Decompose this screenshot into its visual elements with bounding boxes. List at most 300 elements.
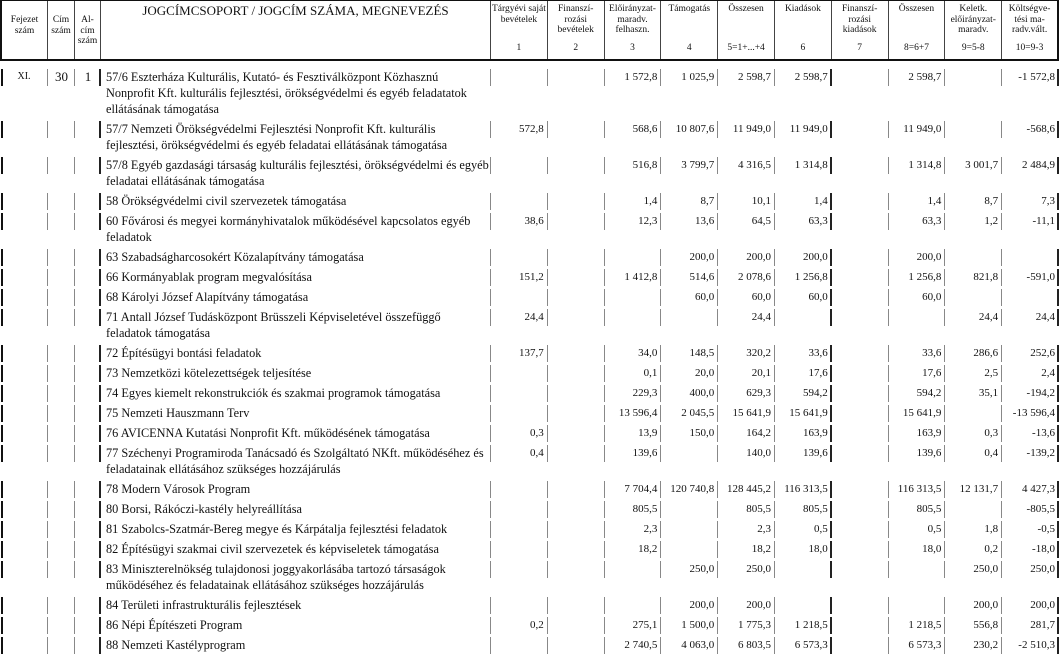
header-col-number: 5=1+...+4 bbox=[727, 42, 765, 53]
header-col-number: 6 bbox=[800, 42, 806, 53]
value-cell-col-7 bbox=[832, 519, 889, 539]
value-cell-col-1: 137,7 bbox=[491, 343, 548, 363]
value-cell-col-8: 6 573,3 bbox=[889, 635, 946, 655]
value-cell-col-1 bbox=[491, 559, 548, 595]
cim-cell bbox=[48, 635, 75, 655]
alcim-cell bbox=[75, 363, 101, 383]
value-cell-col-5: 4 316,5 bbox=[718, 155, 775, 191]
value-cell-col-2 bbox=[548, 155, 605, 191]
cim-cell bbox=[48, 403, 75, 423]
alcim-cell bbox=[75, 343, 101, 363]
value-cell-col-8: 1 314,8 bbox=[889, 155, 946, 191]
cim-cell bbox=[48, 307, 75, 343]
table-row bbox=[0, 119, 1059, 155]
jogcim-name: 86 Népi Építészeti Program bbox=[101, 615, 491, 635]
alcim-cell bbox=[75, 119, 101, 155]
header-col-3 bbox=[605, 1, 662, 59]
value-cell-col-9: 0,2 bbox=[945, 539, 1002, 559]
value-cell-col-5: 2,3 bbox=[718, 519, 775, 539]
value-cell-col-10 bbox=[1002, 287, 1059, 307]
value-cell-col-8: 18,0 bbox=[889, 539, 946, 559]
value-cell-col-2 bbox=[548, 499, 605, 519]
table-row bbox=[0, 307, 1059, 343]
value-cell-col-1 bbox=[491, 191, 548, 211]
value-cell-col-1 bbox=[491, 383, 548, 403]
value-cell-col-7 bbox=[832, 499, 889, 519]
value-cell-col-6: 15 641,9 bbox=[775, 403, 832, 423]
header-col-8 bbox=[889, 1, 946, 59]
value-cell-col-4: 250,0 bbox=[661, 559, 718, 595]
jogcim-name: 66 Kormányablak program megvalósítása bbox=[101, 267, 491, 287]
value-cell-col-3 bbox=[605, 595, 662, 615]
value-cell-col-5: 140,0 bbox=[718, 443, 775, 479]
value-cell-col-2 bbox=[548, 559, 605, 595]
header-alcim: Al-cím szám bbox=[75, 1, 101, 59]
cim-cell bbox=[48, 343, 75, 363]
header-col-label: Előirányzat-maradv. felhaszn. bbox=[609, 4, 656, 35]
alcim-cell bbox=[75, 423, 101, 443]
table-row bbox=[0, 211, 1059, 247]
value-cell-col-9: 200,0 bbox=[945, 595, 1002, 615]
value-cell-col-6: 60,0 bbox=[775, 287, 832, 307]
table-row bbox=[0, 519, 1059, 539]
value-cell-col-6: 1 218,5 bbox=[775, 615, 832, 635]
value-cell-col-4: 148,5 bbox=[661, 343, 718, 363]
header-col-4 bbox=[661, 1, 718, 59]
value-cell-col-1 bbox=[491, 595, 548, 615]
value-cell-col-1 bbox=[491, 287, 548, 307]
value-cell-col-6: 594,2 bbox=[775, 383, 832, 403]
cim-cell bbox=[48, 363, 75, 383]
value-cell-col-9 bbox=[945, 247, 1002, 267]
value-cell-col-7 bbox=[832, 211, 889, 247]
value-cell-col-8: 2 598,7 bbox=[889, 67, 946, 119]
value-cell-col-10: 4 427,3 bbox=[1002, 479, 1059, 499]
cim-cell bbox=[48, 383, 75, 403]
value-cell-col-2 bbox=[548, 383, 605, 403]
header-col-label: Keletk. előirányzat-maradv. bbox=[950, 4, 996, 35]
value-cell-col-8: 15 641,9 bbox=[889, 403, 946, 423]
value-cell-col-4: 20,0 bbox=[661, 363, 718, 383]
header-col-label: Költségve-tési ma-radv.vált. bbox=[1008, 4, 1051, 35]
value-cell-col-6: 2 598,7 bbox=[775, 67, 832, 119]
cim-cell: 30 bbox=[48, 67, 75, 119]
value-cell-col-8: 1,4 bbox=[889, 191, 946, 211]
jogcim-name: 72 Építésügyi bontási feladatok bbox=[101, 343, 491, 363]
value-cell-col-1: 151,2 bbox=[491, 267, 548, 287]
jogcim-name: 57/7 Nemzeti Örökségvédelmi Fejlesztési Nonprofit Kft. kulturális fejlesztési, örökségvédelmi és egyéb feladatai ellátásának támogatása bbox=[101, 119, 491, 155]
header-col-number: 10=9-3 bbox=[1015, 42, 1044, 53]
fejezet-cell bbox=[0, 363, 48, 383]
header-col-6 bbox=[775, 1, 832, 59]
value-cell-col-3: 2,3 bbox=[605, 519, 662, 539]
table-row bbox=[0, 363, 1059, 383]
value-cell-col-10: 200,0 bbox=[1002, 595, 1059, 615]
value-cell-col-4 bbox=[661, 539, 718, 559]
value-cell-col-10: -1 572,8 bbox=[1002, 67, 1059, 119]
value-cell-col-1: 0,2 bbox=[491, 615, 548, 635]
cim-cell bbox=[48, 519, 75, 539]
header-col-7 bbox=[832, 1, 889, 59]
value-cell-col-3 bbox=[605, 287, 662, 307]
header-col-10 bbox=[1002, 1, 1059, 59]
fejezet-cell bbox=[0, 343, 48, 363]
alcim-cell bbox=[75, 155, 101, 191]
table-row bbox=[0, 343, 1059, 363]
fejezet-cell bbox=[0, 635, 48, 655]
value-cell-col-10: -568,6 bbox=[1002, 119, 1059, 155]
jogcim-name: 58 Örökségvédelmi civil szervezetek támogatása bbox=[101, 191, 491, 211]
fejezet-cell bbox=[0, 155, 48, 191]
value-cell-col-3 bbox=[605, 247, 662, 267]
fejezet-cell bbox=[0, 287, 48, 307]
value-cell-col-4: 4 063,0 bbox=[661, 635, 718, 655]
value-cell-col-7 bbox=[832, 539, 889, 559]
value-cell-col-7 bbox=[832, 615, 889, 635]
value-cell-col-2 bbox=[548, 67, 605, 119]
cim-cell bbox=[48, 191, 75, 211]
cim-cell bbox=[48, 211, 75, 247]
value-cell-col-9: 0,3 bbox=[945, 423, 1002, 443]
value-cell-col-7 bbox=[832, 443, 889, 479]
header-title: JOGCÍMCSOPORT / JOGCÍM SZÁMA, MEGNEVEZÉS bbox=[101, 1, 491, 59]
jogcim-name: 80 Borsi, Rákóczi-kastély helyreállítása bbox=[101, 499, 491, 519]
value-cell-col-3: 516,8 bbox=[605, 155, 662, 191]
value-cell-col-8: 33,6 bbox=[889, 343, 946, 363]
fejezet-cell bbox=[0, 499, 48, 519]
value-cell-col-7 bbox=[832, 383, 889, 403]
value-cell-col-3 bbox=[605, 559, 662, 595]
value-cell-col-10: -591,0 bbox=[1002, 267, 1059, 287]
jogcim-name: 82 Építésügyi szakmai civil szervezetek és képviseletek támogatása bbox=[101, 539, 491, 559]
fejezet-cell bbox=[0, 615, 48, 635]
value-cell-col-2 bbox=[548, 539, 605, 559]
value-cell-col-8 bbox=[889, 559, 946, 595]
value-cell-col-9: 821,8 bbox=[945, 267, 1002, 287]
value-cell-col-5: 1 775,3 bbox=[718, 615, 775, 635]
value-cell-col-5: 11 949,0 bbox=[718, 119, 775, 155]
jogcim-name: 76 AVICENNA Kutatási Nonprofit Kft. működésének támogatása bbox=[101, 423, 491, 443]
cim-cell bbox=[48, 267, 75, 287]
value-cell-col-7 bbox=[832, 635, 889, 655]
value-cell-col-2 bbox=[548, 211, 605, 247]
value-cell-col-9 bbox=[945, 119, 1002, 155]
value-cell-col-8 bbox=[889, 595, 946, 615]
alcim-cell bbox=[75, 247, 101, 267]
value-cell-col-6: 163,9 bbox=[775, 423, 832, 443]
value-cell-col-10: -0,5 bbox=[1002, 519, 1059, 539]
value-cell-col-6: 1 256,8 bbox=[775, 267, 832, 287]
table-row bbox=[0, 267, 1059, 287]
value-cell-col-3: 18,2 bbox=[605, 539, 662, 559]
cim-cell bbox=[48, 539, 75, 559]
value-cell-col-2 bbox=[548, 615, 605, 635]
header-col-label: Kiadások bbox=[784, 4, 821, 14]
alcim-cell bbox=[75, 595, 101, 615]
value-cell-col-4: 2 045,5 bbox=[661, 403, 718, 423]
value-cell-col-4: 1 500,0 bbox=[661, 615, 718, 635]
header-col-number: 3 bbox=[630, 42, 635, 53]
table-body bbox=[0, 61, 1059, 655]
value-cell-col-5: 629,3 bbox=[718, 383, 775, 403]
value-cell-col-4: 200,0 bbox=[661, 247, 718, 267]
value-cell-col-4: 8,7 bbox=[661, 191, 718, 211]
alcim-cell bbox=[75, 403, 101, 423]
value-cell-col-7 bbox=[832, 267, 889, 287]
table-row bbox=[0, 155, 1059, 191]
value-cell-col-6: 18,0 bbox=[775, 539, 832, 559]
value-cell-col-1: 38,6 bbox=[491, 211, 548, 247]
fejezet-cell bbox=[0, 539, 48, 559]
value-cell-col-5: 128 445,2 bbox=[718, 479, 775, 499]
value-cell-col-5: 2 598,7 bbox=[718, 67, 775, 119]
value-cell-col-2 bbox=[548, 343, 605, 363]
value-cell-col-3: 139,6 bbox=[605, 443, 662, 479]
value-cell-col-4: 3 799,7 bbox=[661, 155, 718, 191]
value-cell-col-7 bbox=[832, 119, 889, 155]
value-cell-col-10: 7,3 bbox=[1002, 191, 1059, 211]
value-cell-col-5: 60,0 bbox=[718, 287, 775, 307]
cim-cell bbox=[48, 559, 75, 595]
value-cell-col-9: 1,2 bbox=[945, 211, 1002, 247]
alcim-cell bbox=[75, 307, 101, 343]
value-cell-col-5: 200,0 bbox=[718, 247, 775, 267]
value-cell-col-5: 20,1 bbox=[718, 363, 775, 383]
value-cell-col-2 bbox=[548, 443, 605, 479]
value-cell-col-5: 10,1 bbox=[718, 191, 775, 211]
alcim-cell bbox=[75, 499, 101, 519]
value-cell-col-6 bbox=[775, 307, 832, 343]
value-cell-col-10: -13 596,4 bbox=[1002, 403, 1059, 423]
jogcim-name: 88 Nemzeti Kastélyprogram bbox=[101, 635, 491, 655]
value-cell-col-4 bbox=[661, 499, 718, 519]
cim-cell bbox=[48, 479, 75, 499]
value-cell-col-7 bbox=[832, 595, 889, 615]
jogcim-name: 84 Területi infrastrukturális fejlesztések bbox=[101, 595, 491, 615]
table-header bbox=[0, 0, 1059, 61]
value-cell-col-1 bbox=[491, 403, 548, 423]
alcim-cell bbox=[75, 191, 101, 211]
value-cell-col-2 bbox=[548, 403, 605, 423]
jogcim-name: 60 Fővárosi és megyei kormányhivatalok működésével kapcsolatos egyéb feladatok bbox=[101, 211, 491, 247]
value-cell-col-3: 12,3 bbox=[605, 211, 662, 247]
jogcim-name: 68 Károlyi József Alapítvány támogatása bbox=[101, 287, 491, 307]
value-cell-col-7 bbox=[832, 423, 889, 443]
cim-cell bbox=[48, 423, 75, 443]
fejezet-cell bbox=[0, 119, 48, 155]
value-cell-col-5: 320,2 bbox=[718, 343, 775, 363]
table-row bbox=[0, 443, 1059, 479]
value-cell-col-2 bbox=[548, 519, 605, 539]
jogcim-name: 83 Miniszterelnökség tulajdonosi joggyakorlásába tartozó társaságok működéséhez és feladatainak ellátásához szükséges hozzájárulás bbox=[101, 559, 491, 595]
value-cell-col-9: 35,1 bbox=[945, 383, 1002, 403]
value-cell-col-1 bbox=[491, 519, 548, 539]
value-cell-col-9: 0,4 bbox=[945, 443, 1002, 479]
value-cell-col-3: 275,1 bbox=[605, 615, 662, 635]
value-cell-col-6: 200,0 bbox=[775, 247, 832, 267]
value-cell-col-9: 8,7 bbox=[945, 191, 1002, 211]
fejezet-cell bbox=[0, 423, 48, 443]
value-cell-col-3: 805,5 bbox=[605, 499, 662, 519]
table-row bbox=[0, 383, 1059, 403]
value-cell-col-6 bbox=[775, 559, 832, 595]
header-col-number: 1 bbox=[516, 42, 522, 53]
value-cell-col-8: 0,5 bbox=[889, 519, 946, 539]
header-col-9 bbox=[945, 1, 1002, 59]
header-col-2 bbox=[548, 1, 605, 59]
value-cell-col-4: 514,6 bbox=[661, 267, 718, 287]
header-col-number: 9=5-8 bbox=[961, 42, 985, 53]
value-cell-col-8: 17,6 bbox=[889, 363, 946, 383]
value-cell-col-6: 1,4 bbox=[775, 191, 832, 211]
value-cell-col-3: 1,4 bbox=[605, 191, 662, 211]
value-cell-col-1 bbox=[491, 155, 548, 191]
value-cell-col-9: 250,0 bbox=[945, 559, 1002, 595]
header-col-number: 4 bbox=[686, 42, 692, 53]
value-cell-col-10 bbox=[1002, 247, 1059, 267]
value-cell-col-6: 63,3 bbox=[775, 211, 832, 247]
value-cell-col-2 bbox=[548, 423, 605, 443]
alcim-cell bbox=[75, 635, 101, 655]
value-cell-col-10: 2,4 bbox=[1002, 363, 1059, 383]
header-col-label: Finanszí-rozási kiadások bbox=[842, 4, 878, 35]
value-cell-col-10: 281,7 bbox=[1002, 615, 1059, 635]
alcim-cell bbox=[75, 559, 101, 595]
value-cell-col-5: 2 078,6 bbox=[718, 267, 775, 287]
value-cell-col-5: 6 803,5 bbox=[718, 635, 775, 655]
value-cell-col-5: 164,2 bbox=[718, 423, 775, 443]
table-row bbox=[0, 635, 1059, 655]
value-cell-col-2 bbox=[548, 363, 605, 383]
cim-cell bbox=[48, 247, 75, 267]
value-cell-col-4: 1 025,9 bbox=[661, 67, 718, 119]
header-col-label: Összesen bbox=[898, 4, 935, 14]
alcim-cell bbox=[75, 383, 101, 403]
value-cell-col-4: 400,0 bbox=[661, 383, 718, 403]
value-cell-col-10: 250,0 bbox=[1002, 559, 1059, 595]
jogcim-name: 74 Egyes kiemelt rekonstrukciók és szakmai programok támogatása bbox=[101, 383, 491, 403]
value-cell-col-1 bbox=[491, 247, 548, 267]
value-cell-col-6: 6 573,3 bbox=[775, 635, 832, 655]
value-cell-col-1: 24,4 bbox=[491, 307, 548, 343]
value-cell-col-4 bbox=[661, 519, 718, 539]
jogcim-name: 73 Nemzetközi kötelezettségek teljesítése bbox=[101, 363, 491, 383]
value-cell-col-8: 163,9 bbox=[889, 423, 946, 443]
value-cell-col-8: 200,0 bbox=[889, 247, 946, 267]
value-cell-col-8: 1 256,8 bbox=[889, 267, 946, 287]
header-col-number: 2 bbox=[573, 42, 579, 53]
header-col-label: Összesen bbox=[728, 4, 764, 14]
value-cell-col-3: 7 704,4 bbox=[605, 479, 662, 499]
value-cell-col-1: 572,8 bbox=[491, 119, 548, 155]
value-cell-col-5: 250,0 bbox=[718, 559, 775, 595]
value-cell-col-6: 139,6 bbox=[775, 443, 832, 479]
table-row bbox=[0, 539, 1059, 559]
cim-cell bbox=[48, 595, 75, 615]
value-cell-col-6: 0,5 bbox=[775, 519, 832, 539]
value-cell-col-5: 18,2 bbox=[718, 539, 775, 559]
table-row bbox=[0, 595, 1059, 615]
value-cell-col-6: 33,6 bbox=[775, 343, 832, 363]
cim-cell bbox=[48, 155, 75, 191]
value-cell-col-3: 13,9 bbox=[605, 423, 662, 443]
fejezet-cell bbox=[0, 519, 48, 539]
value-cell-col-6 bbox=[775, 595, 832, 615]
value-cell-col-8 bbox=[889, 307, 946, 343]
value-cell-col-7 bbox=[832, 479, 889, 499]
header-col-number: 8=6+7 bbox=[903, 42, 929, 53]
value-cell-col-3: 568,6 bbox=[605, 119, 662, 155]
value-cell-col-2 bbox=[548, 247, 605, 267]
value-cell-col-9: 286,6 bbox=[945, 343, 1002, 363]
table-row bbox=[0, 499, 1059, 519]
jogcim-name: 57/8 Egyéb gazdasági társaság kulturális fejlesztési, örökségvédelmi és egyéb feladatai ellátásának támogatása bbox=[101, 155, 491, 191]
cim-cell bbox=[48, 499, 75, 519]
value-cell-col-8: 805,5 bbox=[889, 499, 946, 519]
value-cell-col-8: 60,0 bbox=[889, 287, 946, 307]
alcim-cell bbox=[75, 539, 101, 559]
value-cell-col-3 bbox=[605, 307, 662, 343]
alcim-cell bbox=[75, 287, 101, 307]
value-cell-col-10: -18,0 bbox=[1002, 539, 1059, 559]
fejezet-cell bbox=[0, 443, 48, 479]
header-col-1 bbox=[491, 1, 548, 59]
value-cell-col-4: 13,6 bbox=[661, 211, 718, 247]
value-cell-col-7 bbox=[832, 559, 889, 595]
value-cell-col-1: 0,4 bbox=[491, 443, 548, 479]
value-cell-col-4: 200,0 bbox=[661, 595, 718, 615]
header-col-label: Támogatás bbox=[668, 4, 711, 14]
jogcim-name: 75 Nemzeti Hauszmann Terv bbox=[101, 403, 491, 423]
table-row bbox=[0, 403, 1059, 423]
value-cell-col-8: 1 218,5 bbox=[889, 615, 946, 635]
value-cell-col-9: 24,4 bbox=[945, 307, 1002, 343]
value-cell-col-8: 594,2 bbox=[889, 383, 946, 403]
cim-cell bbox=[48, 119, 75, 155]
value-cell-col-4: 10 807,6 bbox=[661, 119, 718, 155]
value-cell-col-1 bbox=[491, 499, 548, 519]
value-cell-col-3: 1 572,8 bbox=[605, 67, 662, 119]
table-row bbox=[0, 559, 1059, 595]
alcim-cell bbox=[75, 519, 101, 539]
fejezet-cell: XI. bbox=[0, 67, 48, 119]
value-cell-col-7 bbox=[832, 343, 889, 363]
value-cell-col-8: 139,6 bbox=[889, 443, 946, 479]
value-cell-col-7 bbox=[832, 191, 889, 211]
cim-cell bbox=[48, 615, 75, 635]
value-cell-col-10: 2 484,9 bbox=[1002, 155, 1059, 191]
alcim-cell bbox=[75, 267, 101, 287]
header-col-label: Finanszí-rozási bevételek bbox=[557, 4, 594, 35]
value-cell-col-6: 1 314,8 bbox=[775, 155, 832, 191]
table-row bbox=[0, 191, 1059, 211]
value-cell-col-9 bbox=[945, 499, 1002, 519]
value-cell-col-10: 252,6 bbox=[1002, 343, 1059, 363]
value-cell-col-10: -11,1 bbox=[1002, 211, 1059, 247]
value-cell-col-5: 24,4 bbox=[718, 307, 775, 343]
value-cell-col-9 bbox=[945, 67, 1002, 119]
header-cim: Cím szám bbox=[48, 1, 75, 59]
value-cell-col-10: -13,6 bbox=[1002, 423, 1059, 443]
value-cell-col-7 bbox=[832, 363, 889, 383]
value-cell-col-10: -2 510,3 bbox=[1002, 635, 1059, 655]
fejezet-cell bbox=[0, 559, 48, 595]
value-cell-col-4 bbox=[661, 307, 718, 343]
alcim-cell bbox=[75, 211, 101, 247]
value-cell-col-6: 805,5 bbox=[775, 499, 832, 519]
value-cell-col-3: 2 740,5 bbox=[605, 635, 662, 655]
table-row bbox=[0, 287, 1059, 307]
